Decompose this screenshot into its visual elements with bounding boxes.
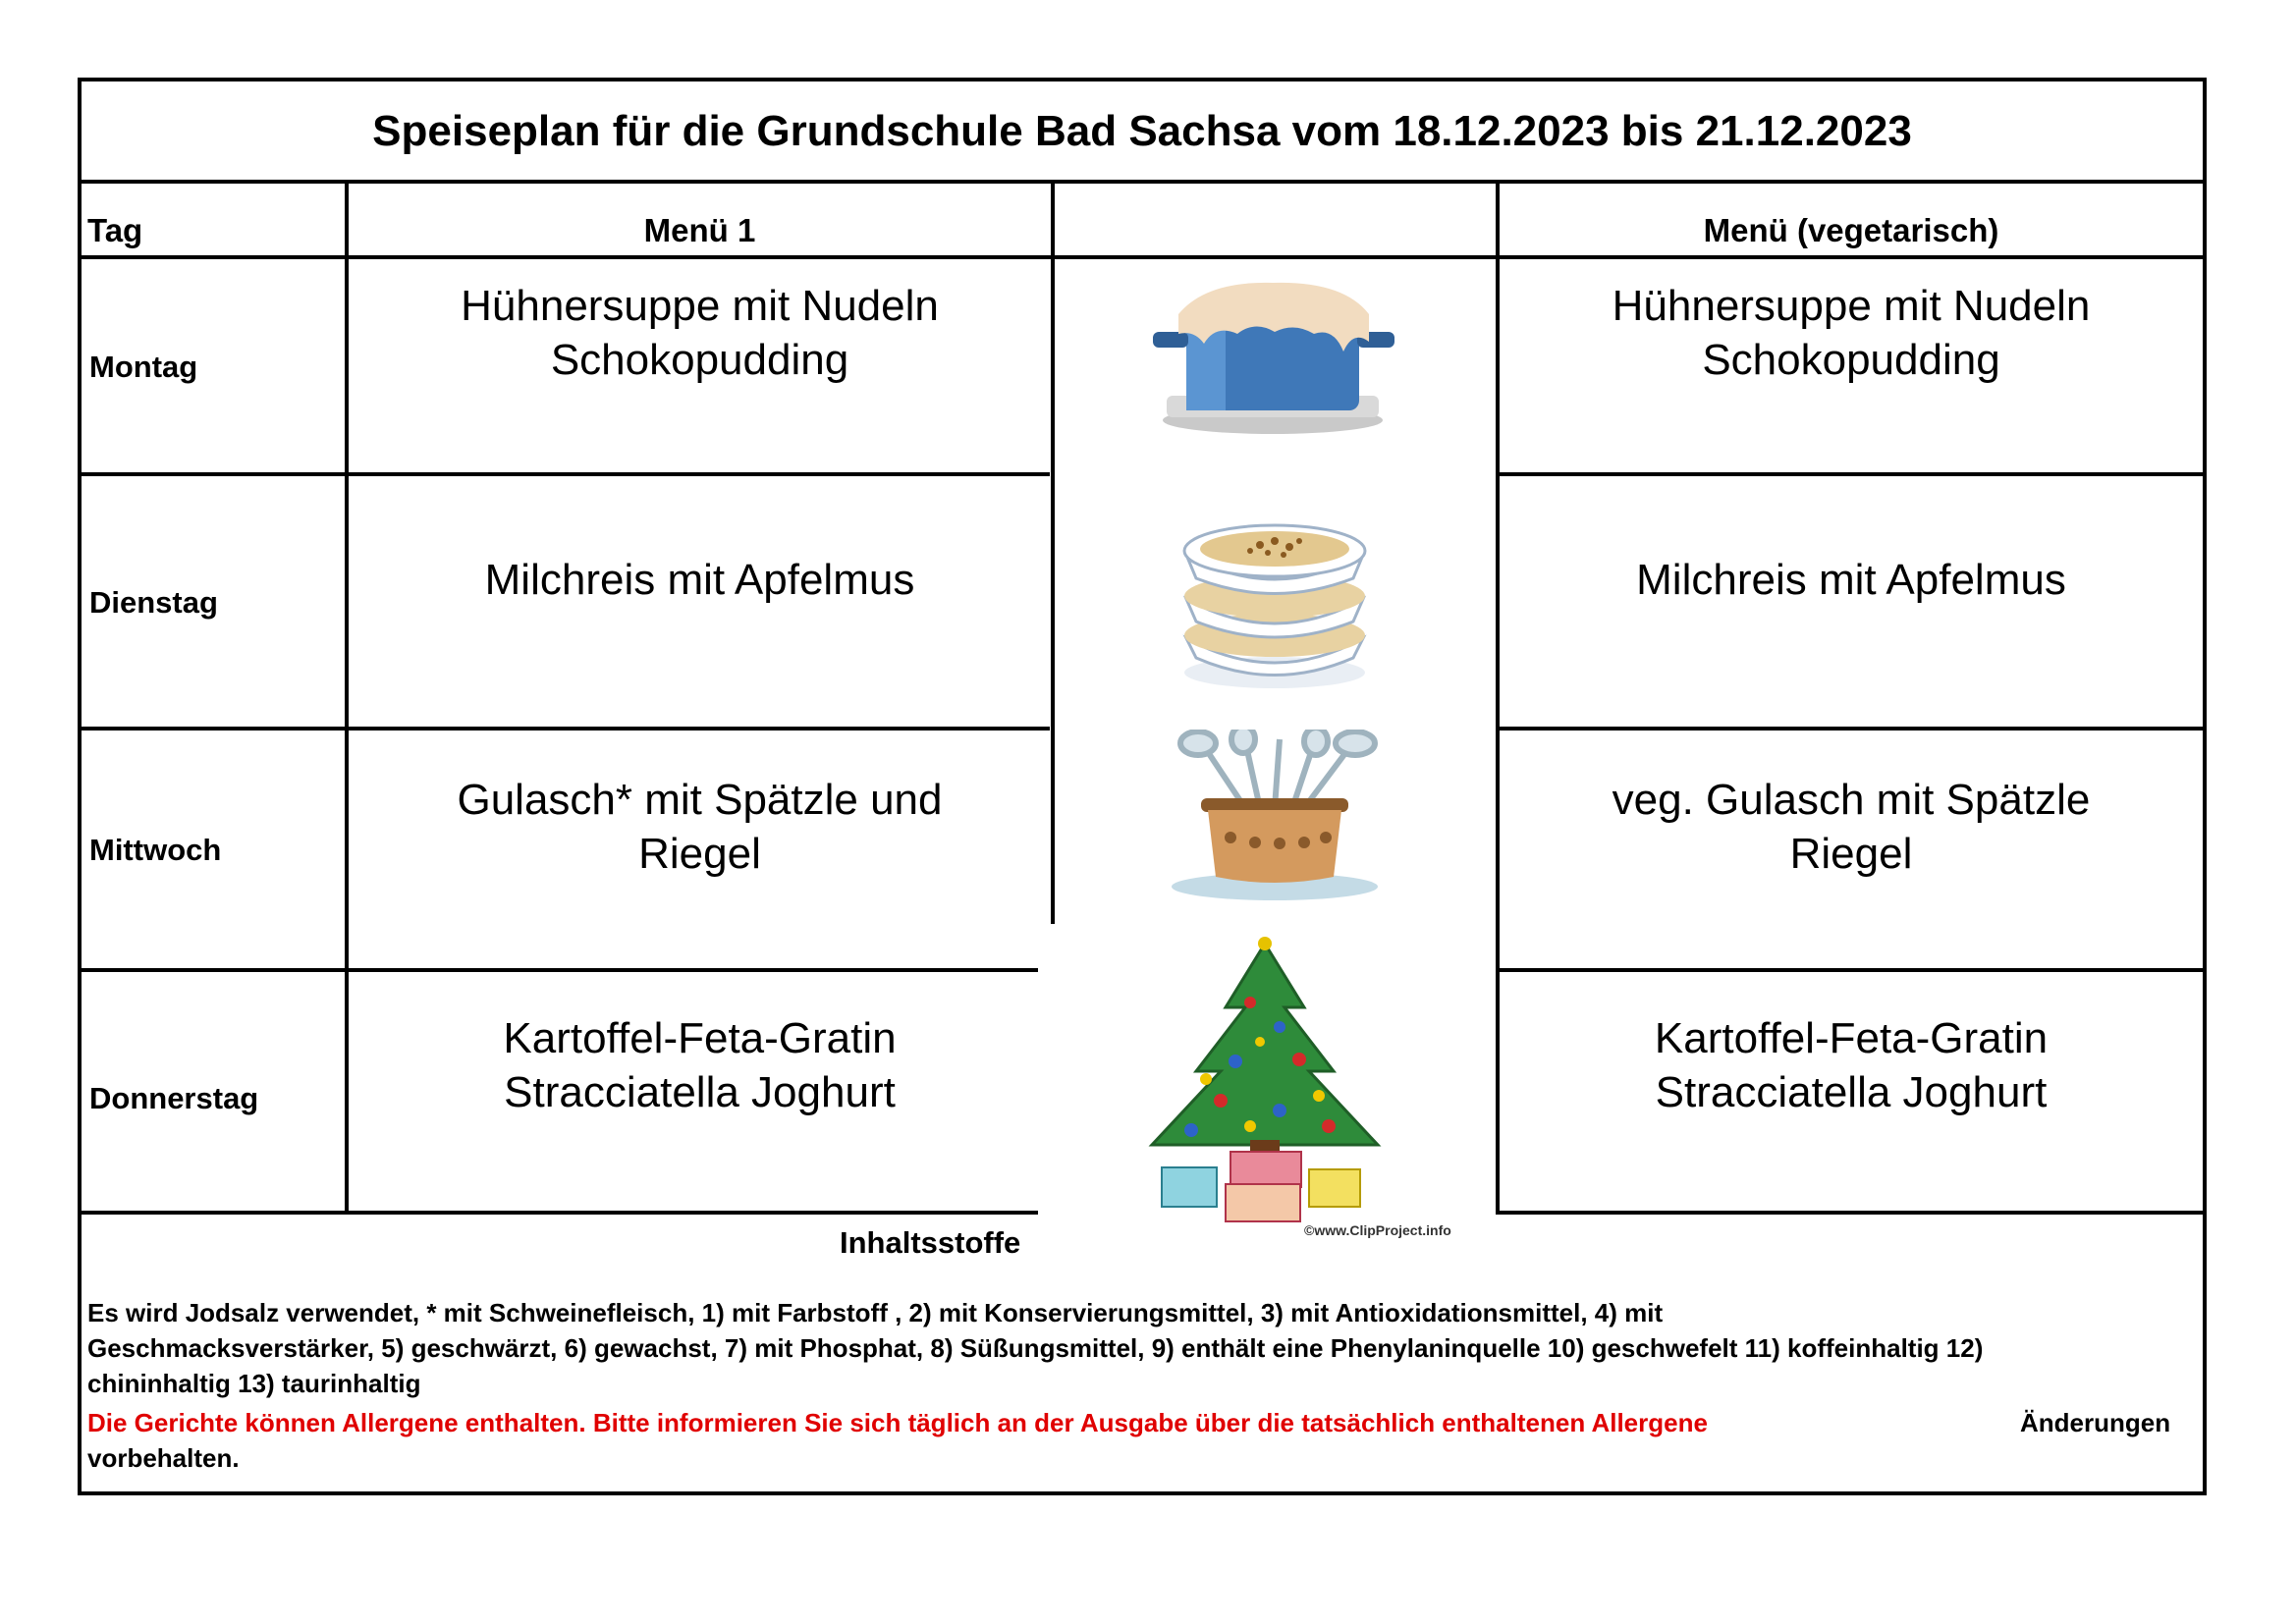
utensil-pot-icon (1147, 730, 1402, 906)
dish-line: veg. Gulasch mit Spätzle (1612, 776, 2091, 824)
christmas-tree-icon (1103, 934, 1427, 1228)
changes-notice: vorbehalten. (87, 1443, 240, 1473)
image-credit: ©www.ClipProject.info (1304, 1222, 1451, 1238)
dish-line: Stracciatella Joghurt (1655, 1068, 2048, 1116)
divider (82, 1211, 1038, 1215)
dish-line: Stracciatella Joghurt (504, 1068, 896, 1116)
header-menu-veg: Menü (vegetarisch) (1703, 212, 1999, 248)
day-label: Montag (89, 350, 198, 384)
dish-line: Milchreis mit Apfelmus (484, 555, 915, 604)
page-title: Speiseplan für die Grundschule Bad Sachsa vom 18.12.2023 bis 21.12.2023 (372, 107, 1912, 155)
divider (1051, 180, 1055, 924)
dish-line: Hühnersuppe mit Nudeln (461, 282, 939, 330)
changes-notice: Änderungen (2020, 1408, 2171, 1437)
dish-line: Hühnersuppe mit Nudeln (1612, 282, 2091, 330)
dish-line: Gulasch* mit Spätzle und (457, 776, 943, 824)
stacked-bowls-icon (1162, 506, 1388, 692)
dish-line: Milchreis mit Apfelmus (1636, 555, 2066, 604)
menu1-cell (349, 476, 1051, 682)
menu-plan-table (78, 78, 2207, 1495)
day-label: Mittwoch (89, 833, 222, 867)
dish-line: Schokopudding (1702, 336, 2000, 384)
dish-line: Kartoffel-Feta-Gratin (503, 1014, 897, 1062)
ingredients-line: Geschmacksverstärker, 5) geschwärzt, 6) gewachst, 7) mit Phosphat, 8) Süßungsmittel, 9) enthält eine Phenylaninquelle 10) geschwefelt 11) koffeinhaltig 12) (87, 1333, 1984, 1363)
ingredients-line: Es wird Jodsalz verwendet, * mit Schweinefleisch, 1) mit Farbstoff , 2) mit Konservierungsmittel, 3) mit Antioxidationsmittel, 4) mit (87, 1298, 1664, 1327)
allergen-warning: Die Gerichte können Allergene enthalten. Bitte informieren Sie sich täglich an der Ausgabe über die tatsächlich enthaltenen Allergene (87, 1408, 1708, 1437)
header-tag: Tag (87, 212, 143, 248)
veg-cell (1500, 731, 2203, 923)
day-label: Dienstag (89, 585, 218, 620)
ingredients-line: chininhaltig 13) taurinhaltig (87, 1369, 421, 1398)
menu1-cell (349, 259, 1051, 406)
divider (82, 180, 2203, 184)
dish-line: Kartoffel-Feta-Gratin (1654, 1014, 2049, 1062)
divider (1496, 1211, 2203, 1215)
ingredients-heading: Inhaltsstoffe (840, 1225, 1021, 1260)
menu1-cell (349, 972, 1051, 1159)
veg-cell (1500, 259, 2203, 406)
header-menu1: Menü 1 (643, 212, 756, 248)
veg-cell (1500, 972, 2203, 1159)
soup-pot-icon (1147, 273, 1402, 440)
day-label: Donnerstag (89, 1081, 259, 1115)
dish-line: Riegel (1789, 830, 1913, 878)
dish-line: Schokopudding (550, 336, 849, 384)
dish-line: Riegel (638, 830, 761, 878)
menu1-cell (349, 731, 1051, 923)
veg-cell (1500, 476, 2203, 682)
